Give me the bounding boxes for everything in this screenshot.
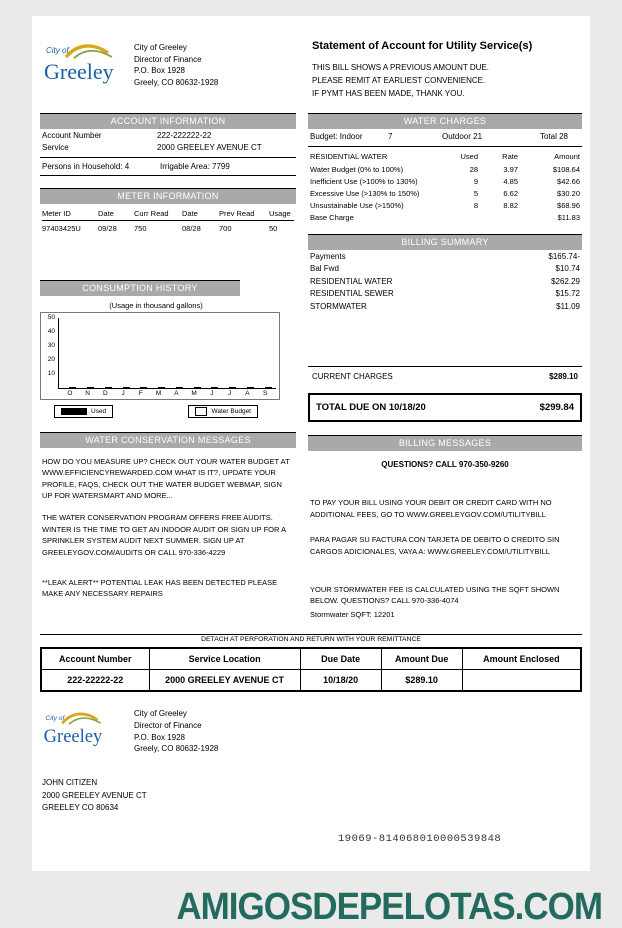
sender-line-1: City of Greeley <box>134 709 187 719</box>
water-charges-table <box>308 147 582 224</box>
legend-item-used <box>54 405 113 418</box>
sender-address <box>134 42 218 88</box>
chart-bars <box>58 318 276 389</box>
conservation-message-2: THE WATER CONSERVATION PROGRAM OFFERS FREE AUDITS. WINTER IS THE TIME TO GET AN INDOOR AUDIT OR SIGN UP FOR A SPRINKLER SYSTEM AUDIT NEXT SUMMER. SIGN UP AT GREELEYGOV.COM/AUDITS OR CALL 970-336-4229 <box>42 513 286 557</box>
billing-messages-section <box>308 435 582 620</box>
bar-group <box>203 387 221 388</box>
meter-header-usage: Usage <box>269 206 294 221</box>
greeley-logo-graphic-footer <box>42 708 116 752</box>
main-columns <box>40 113 582 621</box>
summary-label: Bal Fwd <box>310 264 339 274</box>
charges-col-name: RESIDENTIAL WATER <box>310 151 388 161</box>
water-budget-swatch <box>195 407 207 416</box>
meter-header-date1: Date <box>98 206 134 221</box>
charges-row-used: 28 <box>469 165 478 175</box>
bar-group <box>61 387 79 388</box>
x-tick-label: A <box>245 389 250 397</box>
chart-y-axis <box>44 313 58 388</box>
statement-notice-1: THIS BILL SHOWS A PREVIOUS AMOUNT DUE. <box>312 63 489 72</box>
remit-due-date: 10/18/20 <box>300 670 381 692</box>
water-budget-bar <box>105 387 112 388</box>
charges-row-label: Base Charge <box>310 213 354 223</box>
consumption-chart <box>40 312 280 400</box>
x-tick-label: F <box>138 389 143 397</box>
summary-amount: $10.74 <box>555 264 580 274</box>
left-column <box>40 113 296 600</box>
logo-wordmark: Greeley <box>44 59 114 84</box>
sender-line-3: P.O. Box 1928 <box>134 732 185 742</box>
meter-prev-read-value: 700 <box>219 223 232 233</box>
summary-row-payments <box>308 250 582 263</box>
service-row <box>40 141 296 153</box>
billing-message-2: PARA PAGAR SU FACTURA CON TARJETA DE DEBITO O CREDITO SIN CARGOS ADICIONALES, VAYA A: WWW.GREELEY.COM/UTILITYBILL <box>310 535 560 556</box>
questions-phone: QUESTIONS? CALL 970-350-9260 <box>381 460 509 470</box>
watermark: AMIGOSDEPELOTAS.COM <box>176 885 602 928</box>
charges-row-label: Water Budget (0% to 100%) <box>310 165 404 175</box>
summary-amount: $262.29 <box>551 276 580 286</box>
x-tick-label: N <box>85 389 90 397</box>
bar-group <box>150 387 168 388</box>
account-number-label: Account Number <box>42 130 102 140</box>
summary-amount: $15.72 <box>555 289 580 299</box>
x-tick-label: J <box>210 389 214 397</box>
charges-row-used: 9 <box>473 177 478 187</box>
charges-row-rate: 3.97 <box>503 165 518 175</box>
chart-legend <box>40 405 272 418</box>
budget-total: Total 28 <box>539 131 568 141</box>
section-header-billing-messages: BILLING MESSAGES <box>308 435 582 451</box>
recipient-name: JOHN CITIZEN <box>42 778 98 788</box>
meter-header-id: Meter ID <box>42 206 98 221</box>
detach-note: DETACH AT PERFORATION AND RETURN WITH YOUR REMITTANCE <box>40 634 582 643</box>
charges-row-rate: 6.62 <box>503 189 518 199</box>
service-label: Service <box>42 142 69 152</box>
y-tick-label: 20 <box>47 355 55 363</box>
right-column <box>308 113 582 621</box>
section-header-water-charges: WATER CHARGES <box>308 113 582 129</box>
account-number-row <box>40 129 296 141</box>
bar-group <box>221 387 239 388</box>
account-number-value: 222-222222-22 <box>157 130 212 140</box>
recipient-city: GREELEY CO 80634 <box>42 803 119 813</box>
sender-line-2: Director of Finance <box>134 721 202 731</box>
charges-row-used: 8 <box>473 201 478 211</box>
legend-used-label: Used <box>91 407 107 415</box>
statement-notice-2: PLEASE REMIT AT EARLIEST CONVENIENCE. <box>312 76 486 86</box>
x-tick-label: D <box>103 389 108 397</box>
charges-col-used: Used <box>460 151 478 161</box>
summary-label: Payments <box>310 251 346 261</box>
x-tick-label: A <box>174 389 179 397</box>
logo-city-of-text: City of <box>45 715 65 723</box>
section-header-meter-information: METER INFORMATION <box>40 188 296 204</box>
bar-group <box>114 387 132 388</box>
current-charges-label: CURRENT CHARGES <box>312 372 393 382</box>
x-tick-label: J <box>228 389 232 397</box>
chart-subtitle: (Usage in thousand gallons) <box>109 300 203 310</box>
ocr-scanline: 19069-814068010000539848 <box>338 832 502 845</box>
remit-service-location: 2000 GREELEY AVENUE CT <box>149 670 300 692</box>
bar-group <box>132 387 150 388</box>
water-budget-bar <box>194 387 201 388</box>
meter-prev-date-value: 08/28 <box>182 223 201 233</box>
y-tick-label: 10 <box>47 369 55 377</box>
charges-row-amount: $42.66 <box>557 177 580 187</box>
sender-line-4: Greely, CO 80632-1928 <box>134 77 219 87</box>
water-budget-bar <box>176 387 183 388</box>
document-header <box>42 40 580 101</box>
greeley-logo-graphic <box>42 40 130 90</box>
leak-alert-message: **LEAK ALERT** POTENTIAL LEAK HAS BEEN DETECTED PLEASE MAKE ANY NECESSARY REPAIRS <box>42 577 278 599</box>
utility-bill-page <box>32 16 590 871</box>
water-budget-bar <box>140 387 147 388</box>
water-budget-bar <box>247 387 254 388</box>
remittance-value-row <box>41 670 581 692</box>
recipient-street: 2000 GREELEY AVENUE CT <box>42 790 147 800</box>
water-budget-bar <box>211 387 218 388</box>
charges-row-amount: $68.96 <box>557 201 580 211</box>
remit-header-account-number: Account Number <box>41 648 149 670</box>
x-tick-label: S <box>262 389 268 397</box>
service-value: 2000 GREELEY AVENUE CT <box>157 142 262 152</box>
remittance-header-row <box>41 648 581 670</box>
chart-plot-area <box>44 313 276 389</box>
billing-message-1: TO PAY YOUR BILL USING YOUR DEBIT OR CREDIT CARD WITH NO ADDITIONAL FEES, GO TO WWW.GREELEYGOV.COM/UTILITYBILL <box>310 498 552 519</box>
footer-block <box>42 708 580 757</box>
meter-header-prev-read: Prev Read <box>219 206 269 221</box>
y-tick-label: 50 <box>47 313 55 321</box>
billing-summary-section <box>308 234 582 423</box>
charges-row-rate: 8.82 <box>503 201 518 211</box>
water-budget-bar <box>87 387 94 388</box>
persons-in-household: Persons in Household: 4 <box>42 161 130 171</box>
charges-row-used <box>442 212 478 224</box>
water-budget-bar <box>69 387 76 388</box>
meter-id-value: 97403425U <box>42 223 81 233</box>
sender-line-1: City of Greeley <box>134 43 187 52</box>
summary-row-stormwater <box>308 300 582 313</box>
water-budget-bar <box>123 387 130 388</box>
sender-address-footer <box>134 708 218 754</box>
recipient-address <box>42 777 584 814</box>
remit-amount-due: $289.10 <box>381 670 462 692</box>
billing-message-3: YOUR STORMWATER FEE IS CALCULATED USING THE SQFT SHOWN BELOW. QUESTIONS? CALL 970-336-4074 <box>310 584 560 606</box>
meter-curr-read-value: 750 <box>134 223 147 233</box>
remit-header-amount-due: Amount Due <box>381 648 462 670</box>
remit-account-number: 222-22222-22 <box>41 670 149 692</box>
greeley-logo <box>42 40 130 95</box>
legend-water-budget-label: Water Budget <box>211 407 251 415</box>
bar-group <box>185 387 203 388</box>
household-row <box>40 157 296 176</box>
bar-group <box>256 387 274 388</box>
stormwater-sqft: Stormwater SQFT: 12201 <box>310 609 395 619</box>
meter-curr-date-value: 09/28 <box>98 223 117 233</box>
remit-header-due-date: Due Date <box>300 648 381 670</box>
meter-table <box>40 204 296 236</box>
section-header-account-information: ACCOUNT INFORMATION <box>40 113 296 129</box>
meter-header-date2: Date <box>182 206 219 221</box>
section-header-billing-summary: BILLING SUMMARY <box>308 234 582 250</box>
x-tick-label: M <box>191 389 197 397</box>
y-tick-label: 30 <box>47 341 55 349</box>
x-tick-label: O <box>67 389 73 397</box>
sender-line-3: P.O. Box 1928 <box>134 66 185 76</box>
water-budget-bar <box>229 387 236 388</box>
x-tick-label: M <box>155 389 162 397</box>
summary-amount: $165.74- <box>548 251 580 261</box>
remit-amount-enclosed-field <box>462 670 581 692</box>
summary-amount: $11.09 <box>556 301 580 311</box>
consumption-history-section <box>40 280 296 418</box>
y-tick-label: 40 <box>47 327 55 335</box>
summary-label: RESIDENTIAL WATER <box>310 276 393 286</box>
used-swatch <box>61 408 87 415</box>
summary-row-residential-sewer <box>308 287 582 300</box>
charges-row-rate <box>478 212 518 224</box>
meter-usage-value: 50 <box>269 223 278 233</box>
charges-col-rate: Rate <box>502 151 518 161</box>
total-due-label: TOTAL DUE ON 10/18/20 <box>316 402 426 414</box>
charges-row-label: Unsustainable Use (>150%) <box>310 201 404 211</box>
budget-indoor-value: 7 <box>388 131 393 141</box>
charges-row-label: Excessive Use (>130% to 150%) <box>310 189 420 199</box>
remit-header-amount-enclosed: Amount Enclosed <box>462 648 581 670</box>
chart-x-axis <box>59 389 276 397</box>
section-header-water-conservation: WATER CONSERVATION MESSAGES <box>40 432 296 448</box>
water-budget-bar <box>158 387 165 388</box>
budget-indoor-label: Budget: Indoor <box>310 131 363 141</box>
statement-block <box>312 40 580 101</box>
meter-information-section <box>40 188 296 236</box>
charges-row-rate: 4.85 <box>503 177 518 187</box>
sender-line-4: Greely, CO 80632-1928 <box>134 744 219 754</box>
remittance-table <box>40 647 582 692</box>
charges-row-amount: $11.83 <box>557 213 580 223</box>
budget-row <box>308 129 582 147</box>
charges-col-amount: Amount <box>554 151 580 161</box>
statement-notice-3: IF PYMT HAS BEEN MADE, THANK YOU. <box>312 89 465 99</box>
budget-outdoor: Outdoor 21 <box>441 131 483 141</box>
charges-row-used: 5 <box>473 189 478 199</box>
irrigable-area: Irrigable Area: 7799 <box>160 161 230 171</box>
conservation-message-1: HOW DO YOU MEASURE UP? CHECK OUT YOUR WATER BUDGET AT WWW.EFFICIENCYREWARDED.COM WHAT IS IT?, UPDATE YOUR PROFILE, FAQS, CHECK OUT THE WATER BUDGET WEBMAP, SIGN UP FOR WATERSMART AND MORE... <box>42 456 290 501</box>
summary-row-residential-water <box>308 275 582 288</box>
greeley-logo-footer <box>42 708 130 757</box>
x-tick-label: J <box>121 389 125 397</box>
total-due-box <box>308 393 582 422</box>
section-header-consumption-history: CONSUMPTION HISTORY <box>40 280 240 296</box>
charges-row-amount: $30.20 <box>557 189 580 199</box>
logo-city-of-text: City of <box>46 46 69 55</box>
charges-row-amount: $108.64 <box>552 165 580 175</box>
water-budget-bar <box>265 387 272 388</box>
bar-group <box>79 387 97 388</box>
statement-title: Statement of Account for Utility Service(s) <box>312 40 533 52</box>
summary-label: RESIDENTIAL SEWER <box>310 289 394 299</box>
charges-row-label: Inefficient Use (>100% to 130%) <box>310 177 418 187</box>
summary-label: STORMWATER <box>310 301 367 311</box>
logo-wordmark: Greeley <box>43 727 103 748</box>
bar-group <box>97 387 115 388</box>
bar-group <box>239 387 257 388</box>
sender-line-2: Director of Finance <box>134 54 202 64</box>
water-conservation-section <box>40 432 296 600</box>
total-due-amount: $299.84 <box>539 402 574 414</box>
legend-item-water-budget <box>188 405 258 418</box>
remit-header-service-location: Service Location <box>149 648 300 670</box>
meter-header-curr-read: Curr Read <box>134 206 182 221</box>
summary-row-bal-fwd <box>308 262 582 275</box>
current-charges-row <box>308 366 582 385</box>
bar-group <box>168 387 186 388</box>
current-charges-amount: $289.10 <box>549 372 578 382</box>
